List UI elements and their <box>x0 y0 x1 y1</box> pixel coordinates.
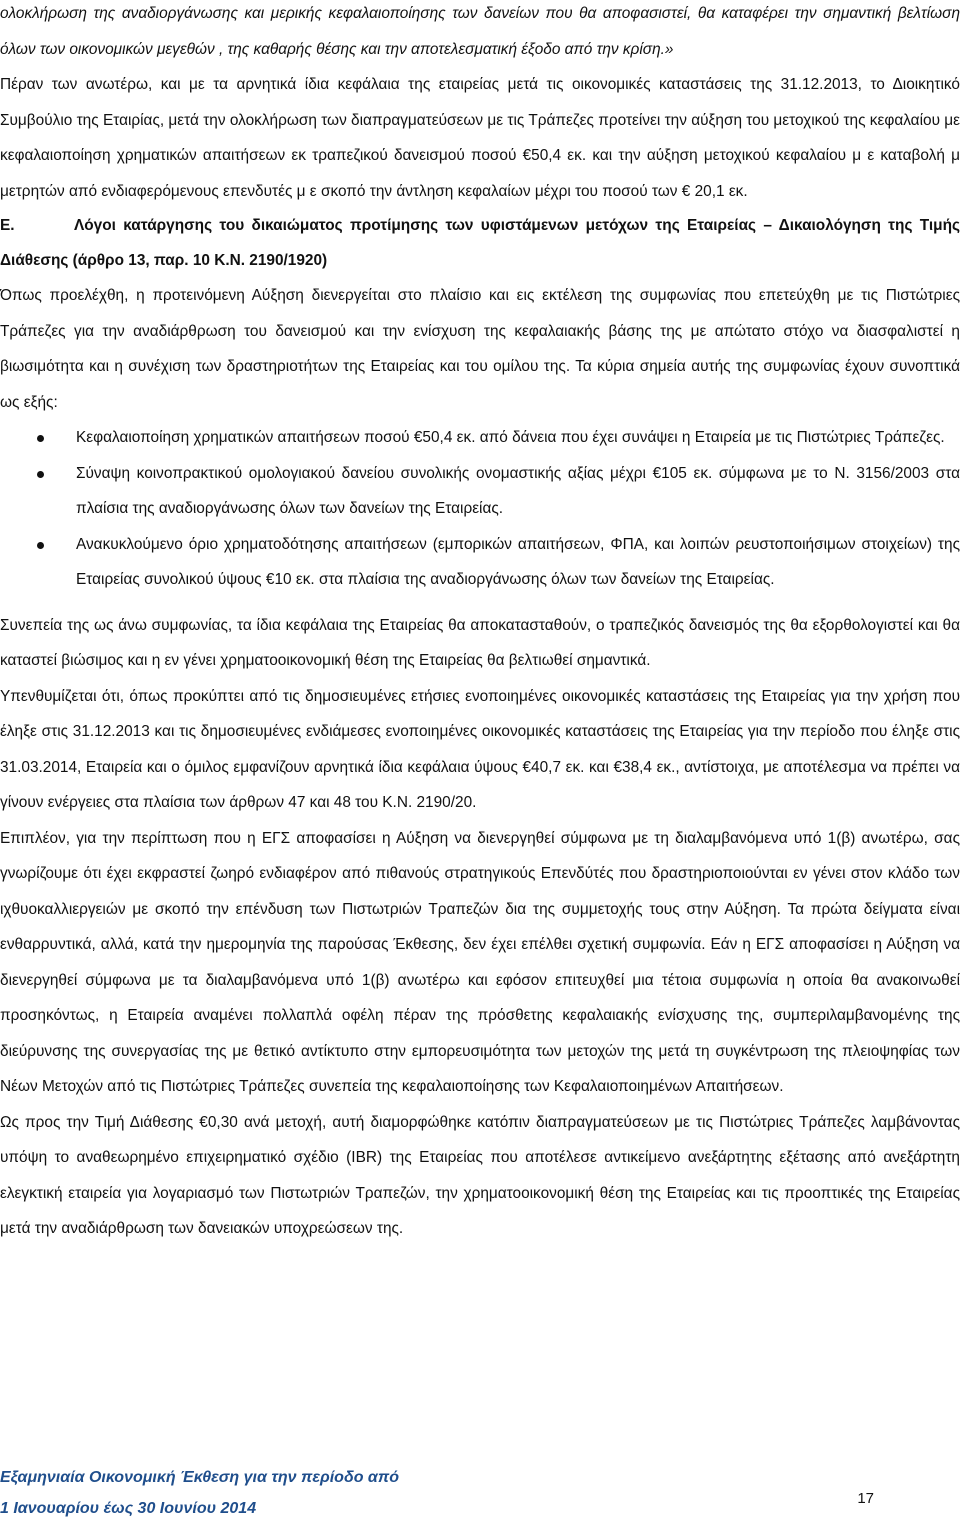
paragraph-reminder: Υπενθυμίζεται ότι, όπως προκύπτει από τις δημοσιευμένες ετήσιες ενοποιημένες οικονομικές καταστάσεις της Εταιρείας για την χρήση που έληξε στις 31.12.2013 και τις δημοσιευμένες ενδιάμεσες ενοποιημένες οικονομικές καταστάσεις της Εταιρείας για την περίοδο που έληξε στις 31.03.2014, Εταιρεία και ο όμιλος εμφανίζουν αρνητικά ίδια κεφάλαια ύψους €40,7 εκ. και €38,4 εκ., αντίστοιχα, με αποτέλεσμα να πρέπει να γίνουν ενέργειες στα πλαίσια των άρθρων 47 και 48 του Κ.Ν. 2190/20. <box>0 687 960 811</box>
paragraph-investors: Επιπλέον, για την περίπτωση που η ΕΓΣ αποφασίσει η Αύξηση να διενεργηθεί σύμφωνα με τη διαλαμβανόμενα υπό 1(β) ανωτέρω, σας γνωρίζουμε ότι έχει εκφραστεί ζωηρό ενδιαφέρον από πιθανούς στρατηγικούς Επενδύτές που δραστηριοποιούνται εν γένει στον κλάδο των ιχθυοκαλλιεργειών με σκοπό την επένδυση των Πιστωτριών Τραπεζών δια της συμμετοχής τους στην Αύξηση. Τα πρώτα δείγματα είναι ενθαρρυντικά, αλλά, κατά την ημερομηνία της παρούσας Έκθεσης, δεν έχει επέλθει σχετική συμφωνία. Εάν η ΕΓΣ αποφασίσει η Αύξηση να διενεργηθεί σύμφωνα με τα διαλαμβανόμενα υπό 1(β) ανωτέρω και εφόσον επιτευχθεί μια τέτοια συμφωνία η οποία θα ανακοινωθεί προσηκόντως, η Εταιρεία αναμένει πολλαπλά οφέλη πέραν της πρόσθετης κεφαλαιακής ενίσχυσης της, συμπεριλαμβανομένης της διεύρυνσης της συνεργασίας της με θετικό αντίκτυπο στην εμπορευσιμότητα των μετοχών της μετά τη συγκέντρωση της πλειοψηφίας των Νέων Μετοχών από τις Πιστώτριες Τράπεζες συνεπεία της κεφαλαιοποίησης των Κεφαλαιοποιημένων Απαιτήσεων. <box>0 829 960 1095</box>
list-item-text: Σύναψη κοινοπρακτικού ομολογιακού δανείου συνολικής ονομαστικής αξίας μέχρι €105 εκ. σύμφωνα με το Ν. 3156/2003 στα πλαίσια της αναδιοργάνωσης όλων των δανείων της Εταιρείας. <box>76 464 960 517</box>
footer-report-period: 1 Ιανουαρίου έως 30 Ιουνίου 2014 <box>0 1500 257 1517</box>
bullet-icon <box>37 471 44 478</box>
section-heading <box>0 209 960 278</box>
footer-report-title: Εξαμηνιαία Οικονομική Έκθεση για την περίοδο από <box>0 1469 400 1486</box>
bullet-icon <box>37 435 44 442</box>
page-footer <box>0 1462 960 1524</box>
paragraph-capital-increase: Πέραν των ανωτέρω, και με τα αρνητικά ίδια κεφάλαια της εταιρείας μετά τις οικονομικές καταστάσεις της 31.12.2013, το Διοικητικό Συμβούλιο της Εταιρίας, μετά την ολοκλήρωση των διαπραγματεύσεων με τις Τράπεζες προτείνει την αύξηση του μετοχικού της κεφαλαίου με κεφαλαιοποίηση χρηματικών απαιτήσεων εκ τραπεζικού δανεισμού ποσού €50,4 εκ. και την αύξηση μετοχικού κεφαλαίου μ ε καταβολή μ μετρητών από ενδιαφερόμενους επενδυτές μ ε σκοπό την άντληση κεφαλαίων μέχρι του ποσού των € 20,1 εκ. <box>0 76 960 200</box>
bullet-icon <box>37 542 44 549</box>
paragraph-continuation: ολοκλήρωση της αναδιοργάνωσης και μερικής κεφαλαιοποίησης των δανείων που θα αποφασιστεί, θα καταφέρει την σημαντική βελτίωση όλων των οικονομικών μεγεθών , της καθαρής θέσης και την αποτελεσματική έξοδο από την κρίση.» <box>0 5 960 58</box>
list-item <box>0 420 960 456</box>
list-item-text: Κεφαλαιοποίηση χρηματικών απαιτήσεων ποσού €50,4 εκ. από δάνεια που έχει συνάψει η Εταιρεία με τις Πιστώτριες Τράπεζες. <box>76 429 945 446</box>
paragraph-agreement: Όπως προελέχθη, η προτεινόμενη Αύξηση διενεργείται στο πλαίσιο και εις εκτέλεση της συμφωνίας που επετεύχθη με τις Πιστώτριες Τράπεζες για την αναδιάρθρωση του δανεισμού και την ενίσχυση της κεφαλαιακής βάσης της με απώτατο στόχο να διασφαλιστεί η βιωσιμότητα και η συνέχιση των δραστηριοτήτων της Εταιρείας και του ομίλου της. Τα κύρια σημεία αυτής της συμφωνίας έχουν συνοπτικά ως εξής: <box>0 287 960 411</box>
paragraph-consequences: Συνεπεία της ως άνω συμφωνίας, τα ίδια κεφάλαια της Εταιρείας θα αποκατασταθούν, ο τραπεζικός δανεισμός της θα εξορθολογιστεί και θα καταστεί βιώσιμος και η εν γένει χρηματοοικονομική θέση της Εταιρείας θα βελτιωθεί σημαντικά. <box>0 616 960 669</box>
list-item <box>0 456 960 527</box>
agreement-points-list <box>0 420 960 598</box>
section-title: Λόγοι κατάργησης του δικαιώματος προτίμησης των υφιστάμενων μετόχων της Εταιρείας – Δικαιολόγηση της Τιμής Διάθεσης (άρθρο 13, παρ. 10 Κ.Ν. 2190/1920) <box>0 217 960 269</box>
list-item-text: Ανακυκλούμενο όριο χρηματοδότησης απαιτήσεων (εμπορικών απαιτήσεων, ΦΠΑ, και λοιπών ρευστοποιήσιμων στοιχείων) της Εταιρείας συνολικού ύψους €10 εκ. στα πλαίσια της αναδιοργάνωσης όλων των δανείων της Εταιρείας. <box>76 535 960 588</box>
paragraph-offer-price: Ως προς την Τιμή Διάθεσης €0,30 ανά μετοχή, αυτή διαμορφώθηκε κατόπιν διαπραγματεύσεων με τις Πιστώτριες Τράπεζες λαμβάνοντας υπόψη το αναθεωρημένο επιχειρηματικό σχέδιο (IBR) της Εταιρείας που αποτέλεσε αντικείμενο ανεξάρτητης εξέτασης από ανεξάρτητη ελεγκτική εταιρεία για λογαριασμό των Πιστωτριών Τραπεζών, την χρηματοοικονομική θέση της Εταιρείας και τις προοπτικές της Εταιρείας μετά την αναδιάρθρωση των δανειακών υποχρεώσεων της. <box>0 1113 960 1237</box>
section-letter: Ε. <box>0 217 15 234</box>
list-item <box>0 527 960 598</box>
page-number: 17 <box>857 1490 874 1507</box>
